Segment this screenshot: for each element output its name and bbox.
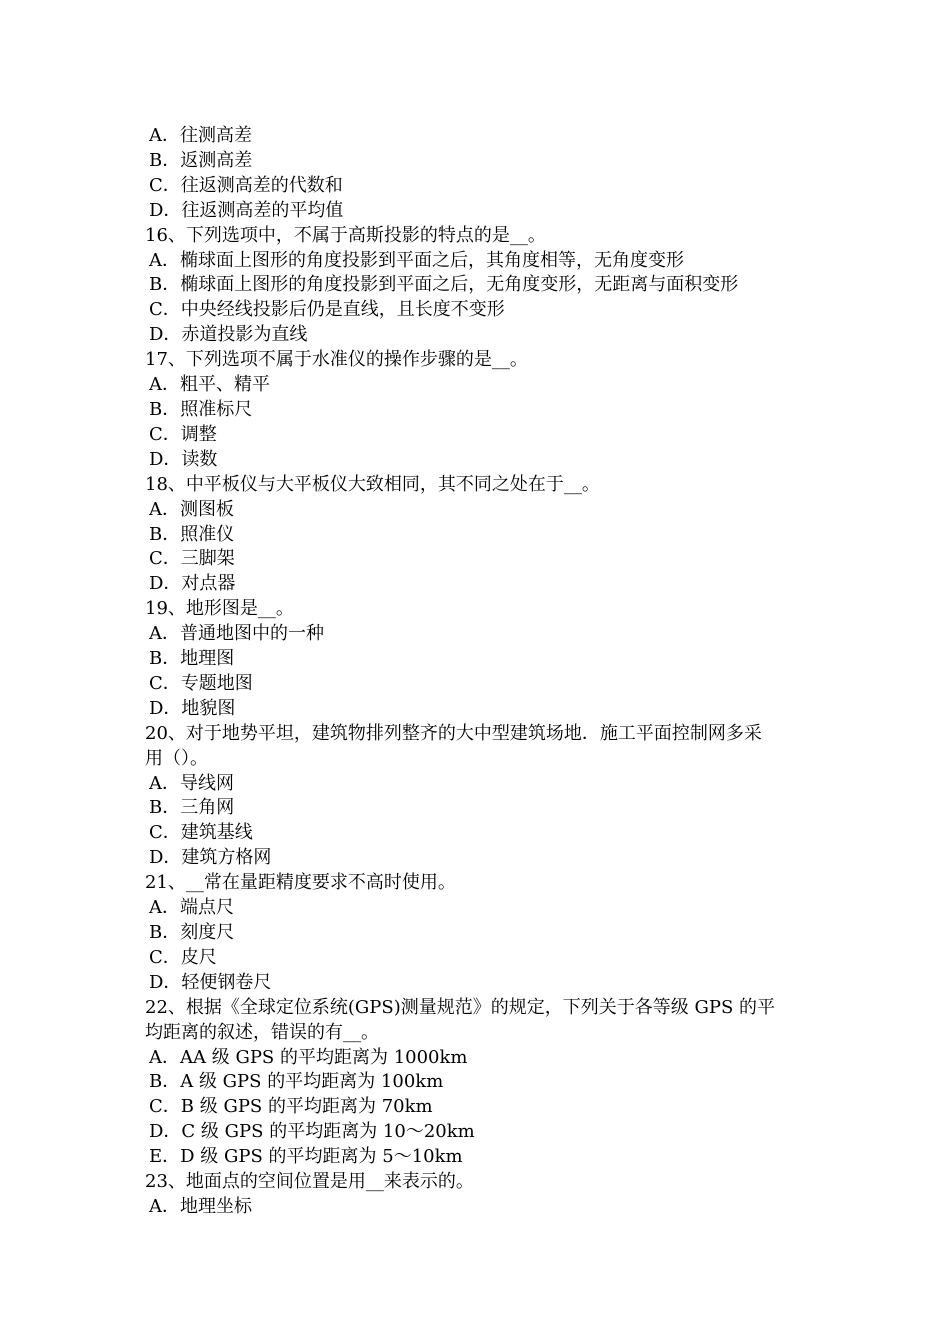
option-line: B．返测高差: [149, 149, 253, 171]
option-line: D．轻便钢卷尺: [149, 971, 272, 993]
option-line: D．对点器: [149, 573, 236, 595]
option-line: A．地理坐标: [149, 1195, 252, 1217]
option-line: D．往返测高差的平均值: [149, 199, 344, 221]
option-line: A．往测高差: [149, 125, 252, 146]
option-line: A．测图板: [149, 498, 234, 520]
option-line: C．三脚架: [149, 548, 235, 570]
option-line: B．照准仪: [149, 523, 235, 545]
option-line: A．端点尺: [149, 897, 234, 919]
question-line: 21、__常在量距精度要求不高时使用。: [145, 872, 456, 894]
document-body: [145, 124, 815, 1220]
option-line: A．AA 级 GPS 的平均距离为 1000km: [149, 1046, 468, 1068]
question-line: 16、下列选项中，不属于高斯投影的特点的是__。: [145, 224, 546, 246]
option-line: E．D 级 GPS 的平均距离为 5～10km: [149, 1146, 463, 1168]
option-line: D．地貌图: [149, 697, 236, 719]
option-line: C．B 级 GPS 的平均距离为 70km: [149, 1096, 433, 1118]
option-line: A．导线网: [149, 772, 234, 794]
question-line: 23、地面点的空间位置是用__来表示的。: [145, 1171, 474, 1193]
question-line: 用（）。: [145, 747, 208, 769]
option-line: C．专题地图: [149, 672, 253, 694]
option-line: C．建筑基线: [149, 822, 253, 844]
option-line: B．椭球面上图形的角度投影到平面之后，无角度变形，无距离与面积变形: [149, 274, 739, 296]
option-line: D．建筑方格网: [149, 847, 272, 869]
option-line: D．读数: [149, 448, 218, 470]
option-line: B．照准标尺: [149, 398, 253, 420]
option-line: B．刻度尺: [149, 922, 235, 943]
option-line: D．赤道投影为直线: [149, 324, 308, 346]
option-line: C．中央经线投影后仍是直线，且长度不变形: [149, 299, 505, 321]
option-line: A．椭球面上图形的角度投影到平面之后，其角度相等，无角度变形: [149, 249, 684, 271]
option-line: C．调整: [149, 423, 217, 445]
option-line: D．C 级 GPS 的平均距离为 10～20km: [149, 1121, 475, 1143]
question-line: 均距离的叙述，错误的有__。: [145, 1021, 379, 1043]
option-line: A．粗平、精平: [149, 374, 270, 396]
question-line: 20、对于地势平坦，建筑物排列整齐的大中型建筑场地．施工平面控制网多采: [145, 722, 762, 744]
question-line: 22、根据《全球定位系统(GPS)测量规范》的规定，下列关于各等级 GPS 的平: [145, 996, 776, 1018]
question-line: 19、地形图是__。: [145, 598, 294, 620]
option-line: A．普通地图中的一种: [149, 623, 324, 645]
option-line: C．往返测高差的代数和: [149, 174, 343, 196]
question-line: 17、下列选项不属于水准仪的操作步骤的是__。: [145, 349, 528, 371]
option-line: B．A 级 GPS 的平均距离为 100km: [149, 1071, 444, 1093]
question-line: 18、中平板仪与大平板仪大致相同，其不同之处在于__。: [145, 473, 600, 495]
option-line: B．地理图: [149, 648, 235, 670]
option-line: B．三角网: [149, 797, 235, 819]
option-line: C．皮尺: [149, 946, 217, 968]
